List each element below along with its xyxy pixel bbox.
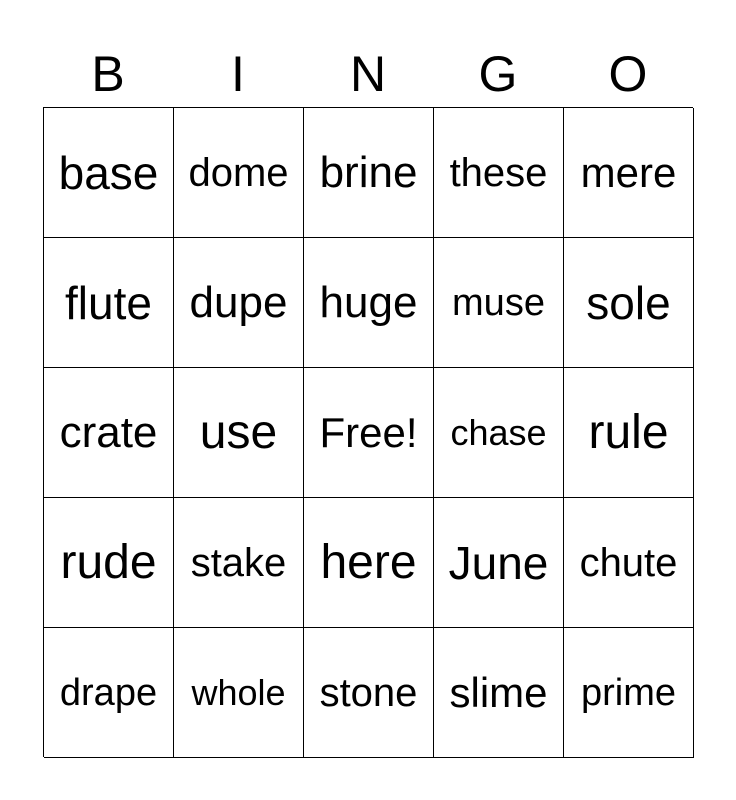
- bingo-cell: rule: [564, 368, 694, 498]
- bingo-cell: slime: [434, 628, 564, 758]
- bingo-header: [43, 44, 693, 104]
- bingo-cell: brine: [304, 108, 434, 238]
- bingo-cell: huge: [304, 238, 434, 368]
- header-letter-g: G: [478, 46, 518, 102]
- bingo-cell: prime: [564, 628, 694, 758]
- bingo-cell: muse: [434, 238, 564, 368]
- bingo-cell: crate: [44, 368, 174, 498]
- bingo-cell: flute: [44, 238, 174, 368]
- bingo-cell: here: [304, 498, 434, 628]
- bingo-cell: mere: [564, 108, 694, 238]
- bingo-cell: use: [174, 368, 304, 498]
- bingo-cell: stone: [304, 628, 434, 758]
- bingo-cell: dupe: [174, 238, 304, 368]
- bingo-cell: these: [434, 108, 564, 238]
- bingo-cell: sole: [564, 238, 694, 368]
- bingo-cell: chase: [434, 368, 564, 498]
- header-letter-i: I: [231, 46, 245, 102]
- bingo-cell: base: [44, 108, 174, 238]
- bingo-cell: drape: [44, 628, 174, 758]
- bingo-cell: stake: [174, 498, 304, 628]
- header-letter-b: B: [91, 46, 125, 102]
- bingo-cell: whole: [174, 628, 304, 758]
- bingo-cell: rude: [44, 498, 174, 628]
- header-letter-o: O: [608, 46, 648, 102]
- free-space: Free!: [304, 368, 434, 498]
- bingo-board: [43, 107, 693, 757]
- bingo-cell: dome: [174, 108, 304, 238]
- bingo-cell: June: [434, 498, 564, 628]
- bingo-cell: chute: [564, 498, 694, 628]
- header-letter-n: N: [349, 46, 387, 102]
